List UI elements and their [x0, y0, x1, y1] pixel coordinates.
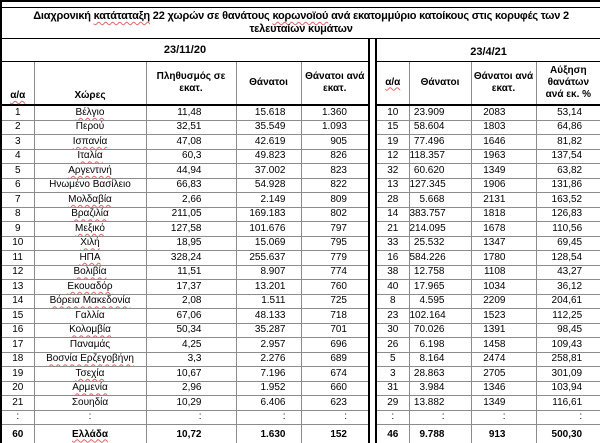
- deaths-increase-pct-cell: 137,54: [536, 149, 600, 164]
- rank-cell: :: [1, 410, 34, 425]
- header-deaths-per-million-left: Θάνατοι ανά εκατ.: [301, 62, 369, 106]
- date-row: [1, 39, 600, 62]
- deaths-second-wave-cell: 214.095: [409, 222, 471, 237]
- header-aa-right: [376, 62, 409, 106]
- deaths-first-wave-cell: 169.183: [236, 207, 301, 222]
- deaths-per-million-first-wave-cell: 760: [301, 280, 369, 295]
- country-label: Αργεντινή: [68, 164, 112, 176]
- deaths-second-wave-cell: 102.164: [409, 309, 471, 324]
- rank-cell: 18: [1, 352, 34, 367]
- deaths-per-million-second-wave-cell: 1678: [471, 222, 536, 237]
- table-row: [1, 280, 600, 295]
- rank-second-wave-cell: 3: [376, 367, 409, 382]
- deaths-first-wave-cell: 2.276: [236, 352, 301, 367]
- rank-second-wave-cell: 5: [376, 352, 409, 367]
- deaths-increase-pct-cell: 131,86: [536, 178, 600, 193]
- country-label: Ελλάδα: [71, 428, 109, 440]
- country-cell: [34, 149, 146, 164]
- spacer-cell: [369, 367, 376, 382]
- table-row-greece-total: [1, 425, 600, 443]
- deaths-per-million-first-wave-cell: 797: [301, 222, 369, 237]
- deaths-second-wave-cell: 17.965: [409, 280, 471, 295]
- spacer-cell: [369, 265, 376, 280]
- deaths-per-million-second-wave-cell: 2209: [471, 294, 536, 309]
- header-countries: Χώρες: [34, 62, 146, 106]
- country-cell: Γαλλία: [34, 309, 146, 324]
- deaths-per-million-second-wave-cell: 913: [471, 425, 536, 443]
- table-row: [1, 265, 600, 280]
- deaths-per-million-first-wave-cell: 795: [301, 236, 369, 251]
- population-cell: 3,3: [146, 352, 236, 367]
- deaths-per-million-second-wave-cell: :: [471, 410, 536, 425]
- spacer-cell: [369, 178, 376, 193]
- header-deaths-right: Θάνατοι: [409, 62, 471, 106]
- deaths-second-wave-cell: 6.198: [409, 338, 471, 353]
- deaths-per-million-first-wave-cell: 774: [301, 265, 369, 280]
- deaths-per-million-first-wave-cell: 1.360: [301, 105, 369, 120]
- country-cell: Σουηδία: [34, 396, 146, 411]
- deaths-per-million-second-wave-cell: 1818: [471, 207, 536, 222]
- population-cell: 11,51: [146, 265, 236, 280]
- deaths-second-wave-cell: 12.758: [409, 265, 471, 280]
- country-cell: [34, 135, 146, 150]
- header-population: Πληθυσμός σε εκατ.: [146, 62, 236, 106]
- population-cell: 211,05: [146, 207, 236, 222]
- deaths-first-wave-cell: 1.952: [236, 381, 301, 396]
- header-aa-left-label: α/α: [10, 90, 26, 101]
- deaths-first-wave-cell: 2.957: [236, 338, 301, 353]
- population-cell: 32,51: [146, 120, 236, 135]
- population-cell: 17,37: [146, 280, 236, 295]
- spacer-cell: [369, 135, 376, 150]
- deaths-second-wave-cell: 25.532: [409, 236, 471, 251]
- header-aa-left: [1, 62, 34, 106]
- date-first-wave: 23/11/20: [1, 39, 369, 62]
- country-cell: [34, 207, 146, 222]
- deaths-second-wave-cell: 118.357: [409, 149, 471, 164]
- population-cell: 10,67: [146, 367, 236, 382]
- population-cell: 50,34: [146, 323, 236, 338]
- deaths-per-million-first-wave-cell: 809: [301, 193, 369, 208]
- country-cell: [34, 193, 146, 208]
- deaths-increase-pct-cell: 112,25: [536, 309, 600, 324]
- spacer-cell: [369, 222, 376, 237]
- deaths-second-wave-cell: 584.226: [409, 251, 471, 266]
- rank-second-wave-cell: 21: [376, 222, 409, 237]
- deaths-first-wave-cell: 7.196: [236, 367, 301, 382]
- deaths-per-million-first-wave-cell: 826: [301, 149, 369, 164]
- title-misspelled-word-2: κορωνοϊού: [272, 10, 329, 22]
- population-cell: 47,08: [146, 135, 236, 150]
- country-cell: [34, 367, 146, 382]
- deaths-second-wave-cell: 77.496: [409, 135, 471, 150]
- spacer-cell: [369, 294, 376, 309]
- spacer-cell: [369, 323, 376, 338]
- population-cell: 2,66: [146, 193, 236, 208]
- rank-second-wave-cell: 23: [376, 309, 409, 324]
- deaths-per-million-second-wave-cell: 1391: [471, 323, 536, 338]
- rank-second-wave-cell: 13: [376, 178, 409, 193]
- rank-cell: 4: [1, 149, 34, 164]
- deaths-per-million-second-wave-cell: 1963: [471, 149, 536, 164]
- deaths-per-million-second-wave-cell: 1347: [471, 236, 536, 251]
- table-row: [1, 381, 600, 396]
- population-cell: 328,24: [146, 251, 236, 266]
- rank-cell: 7: [1, 193, 34, 208]
- deaths-per-million-first-wave-cell: 802: [301, 207, 369, 222]
- spacer-cell: [369, 39, 376, 62]
- deaths-first-wave-cell: 15.069: [236, 236, 301, 251]
- deaths-per-million-second-wave-cell: 2083: [471, 105, 536, 120]
- header-deaths-per-million-right: Θάνατοι ανά εκατ.: [471, 62, 536, 106]
- deaths-per-million-second-wave-cell: 2131: [471, 193, 536, 208]
- page-title: [1, 8, 600, 39]
- deaths-increase-pct-cell: 126,83: [536, 207, 600, 222]
- deaths-increase-pct-cell: :: [536, 410, 600, 425]
- table-row: [1, 207, 600, 222]
- deaths-first-wave-cell: 13.201: [236, 280, 301, 295]
- deaths-per-million-second-wave-cell: 1523: [471, 309, 536, 324]
- rank-cell: 15: [1, 309, 34, 324]
- deaths-first-wave-cell: :: [236, 410, 301, 425]
- date-second-wave: 23/4/21: [376, 39, 600, 62]
- deaths-second-wave-cell: 127.345: [409, 178, 471, 193]
- country-cell: [34, 164, 146, 179]
- country-cell: [34, 425, 146, 443]
- rank-cell: 2: [1, 120, 34, 135]
- deaths-increase-pct-cell: 43,27: [536, 265, 600, 280]
- table-row: [1, 236, 600, 251]
- rank-cell: 20: [1, 381, 34, 396]
- country-label: Βόρεια Μακεδονία: [49, 295, 131, 307]
- spacer-cell: [369, 381, 376, 396]
- country-cell: [34, 265, 146, 280]
- table-row: [1, 338, 600, 353]
- table-row: [1, 164, 600, 179]
- country-label: Βραζιλία: [71, 208, 109, 220]
- country-label: Ιταλία: [77, 150, 103, 162]
- table-row: [1, 251, 600, 266]
- spacer-cell: [369, 193, 376, 208]
- spacer-cell: [369, 309, 376, 324]
- deaths-second-wave-cell: 383.757: [409, 207, 471, 222]
- deaths-increase-pct-cell: 98,45: [536, 323, 600, 338]
- rank-cell: 11: [1, 251, 34, 266]
- country-cell: [34, 236, 146, 251]
- deaths-second-wave-cell: 5.668: [409, 193, 471, 208]
- deaths-increase-pct-cell: 64,86: [536, 120, 600, 135]
- deaths-first-wave-cell: 15.618: [236, 105, 301, 120]
- deaths-per-million-second-wave-cell: 1906: [471, 178, 536, 193]
- deaths-per-million-first-wave-cell: 718: [301, 309, 369, 324]
- deaths-per-million-second-wave-cell: 2705: [471, 367, 536, 382]
- deaths-first-wave-cell: 8.907: [236, 265, 301, 280]
- deaths-per-million-first-wave-cell: 660: [301, 381, 369, 396]
- title-text-2: 22 χωρών σε θανάτους: [149, 10, 273, 22]
- country-cell: [34, 280, 146, 295]
- rank-cell: 21: [1, 396, 34, 411]
- deaths-per-million-first-wave-cell: 905: [301, 135, 369, 150]
- spacer-cell: [369, 338, 376, 353]
- deaths-increase-pct-cell: 63,82: [536, 164, 600, 179]
- country-label: Ισπανία: [72, 135, 108, 147]
- deaths-increase-pct-cell: 36,12: [536, 280, 600, 295]
- deaths-per-million-first-wave-cell: 725: [301, 294, 369, 309]
- spacer-cell: [369, 105, 376, 120]
- spacer-cell: [369, 410, 376, 425]
- population-cell: 44,94: [146, 164, 236, 179]
- deaths-second-wave-cell: 70.026: [409, 323, 471, 338]
- deaths-second-wave-cell: 9.788: [409, 425, 471, 443]
- deaths-per-million-first-wave-cell: 823: [301, 164, 369, 179]
- deaths-per-million-second-wave-cell: 1803: [471, 120, 536, 135]
- rank-cell: 10: [1, 236, 34, 251]
- country-cell: [34, 352, 146, 367]
- deaths-per-million-second-wave-cell: 1458: [471, 338, 536, 353]
- deaths-increase-pct-cell: 258,81: [536, 352, 600, 367]
- deaths-first-wave-cell: 35.287: [236, 323, 301, 338]
- country-label: Κολομβία: [69, 324, 111, 336]
- deaths-first-wave-cell: 2.149: [236, 193, 301, 208]
- country-cell: [34, 251, 146, 266]
- rank-cell: 1: [1, 105, 34, 120]
- deaths-per-million-second-wave-cell: 1346: [471, 381, 536, 396]
- deaths-per-million-first-wave-cell: 822: [301, 178, 369, 193]
- rank-second-wave-cell: 12: [376, 149, 409, 164]
- deaths-increase-pct-cell: 53,14: [536, 105, 600, 120]
- rank-cell: 16: [1, 323, 34, 338]
- deaths-increase-pct-cell: 204,61: [536, 294, 600, 309]
- deaths-second-wave-cell: 28.863: [409, 367, 471, 382]
- rank-second-wave-cell: 14: [376, 207, 409, 222]
- table-row: [1, 222, 600, 237]
- deaths-first-wave-cell: 35.549: [236, 120, 301, 135]
- rank-cell: 3: [1, 135, 34, 150]
- deaths-increase-pct-cell: 81,82: [536, 135, 600, 150]
- deaths-first-wave-cell: 1.511: [236, 294, 301, 309]
- rank-second-wave-cell: 29: [376, 396, 409, 411]
- population-cell: 127,58: [146, 222, 236, 237]
- rank-second-wave-cell: 31: [376, 381, 409, 396]
- deaths-increase-pct-cell: 109,43: [536, 338, 600, 353]
- spacer-cell: [369, 236, 376, 251]
- table-row: [1, 410, 600, 425]
- table-row: [1, 193, 600, 208]
- country-label: ΗΠΑ: [79, 251, 101, 263]
- deaths-per-million-first-wave-cell: 674: [301, 367, 369, 382]
- deaths-per-million-first-wave-cell: 1.093: [301, 120, 369, 135]
- title-text-1: Διαχρονική: [33, 10, 94, 22]
- spacer-cell: [369, 425, 376, 443]
- rank-second-wave-cell: 26: [376, 338, 409, 353]
- country-cell: Παναμάς: [34, 338, 146, 353]
- rank-second-wave-cell: 28: [376, 193, 409, 208]
- table-row: [1, 323, 600, 338]
- rank-second-wave-cell: 38: [376, 265, 409, 280]
- population-cell: 10,29: [146, 396, 236, 411]
- table-row: [1, 135, 600, 150]
- rank-cell: 9: [1, 222, 34, 237]
- country-cell: [34, 222, 146, 237]
- country-cell: [34, 105, 146, 120]
- deaths-second-wave-cell: 3.984: [409, 381, 471, 396]
- population-cell: 2,08: [146, 294, 236, 309]
- spacer-cell: [369, 149, 376, 164]
- deaths-first-wave-cell: 37.002: [236, 164, 301, 179]
- deaths-increase-pct-cell: 500,30: [536, 425, 600, 443]
- rank-cell: 17: [1, 338, 34, 353]
- country-cell: [34, 294, 146, 309]
- table-row: [1, 105, 600, 120]
- deaths-second-wave-cell: 58.604: [409, 120, 471, 135]
- deaths-increase-pct-cell: 69,45: [536, 236, 600, 251]
- deaths-increase-pct-cell: 116,61: [536, 396, 600, 411]
- table-body: [1, 105, 600, 443]
- deaths-per-million-first-wave-cell: 152: [301, 425, 369, 443]
- deaths-first-wave-cell: 42.619: [236, 135, 301, 150]
- deaths-first-wave-cell: 49.823: [236, 149, 301, 164]
- deaths-per-million-first-wave-cell: :: [301, 410, 369, 425]
- rank-second-wave-cell: 30: [376, 323, 409, 338]
- deaths-second-wave-cell: 4.595: [409, 294, 471, 309]
- deaths-per-million-second-wave-cell: 1780: [471, 251, 536, 266]
- population-cell: 2,96: [146, 381, 236, 396]
- population-cell: 18,95: [146, 236, 236, 251]
- country-label: Μολδαβία: [68, 193, 112, 205]
- deaths-per-million-first-wave-cell: 623: [301, 396, 369, 411]
- rank-second-wave-cell: 8: [376, 294, 409, 309]
- table-row: [1, 367, 600, 382]
- deaths-first-wave-cell: 101.676: [236, 222, 301, 237]
- deaths-increase-pct-cell: 103,94: [536, 381, 600, 396]
- rank-cell: 13: [1, 280, 34, 295]
- column-header-row: [1, 62, 600, 106]
- population-cell: 4,25: [146, 338, 236, 353]
- table-row: [1, 309, 600, 324]
- deaths-first-wave-cell: 1.630: [236, 425, 301, 443]
- deaths-first-wave-cell: 54.928: [236, 178, 301, 193]
- country-label: Βολιβία: [73, 266, 107, 278]
- spacer-cell: [369, 396, 376, 411]
- country-label: Εκουαδόρ: [67, 280, 113, 292]
- country-label: Βέλγιο: [75, 106, 105, 118]
- deaths-first-wave-cell: 6.406: [236, 396, 301, 411]
- deaths-increase-pct-cell: 163,52: [536, 193, 600, 208]
- title-text-3: ανά εκατομμύριο κατοίκους στις κορυφές των 2 τελευταίων κυμάτων: [249, 10, 569, 35]
- deaths-increase-pct-cell: 128,54: [536, 251, 600, 266]
- spacer-cell: [369, 164, 376, 179]
- deaths-second-wave-cell: :: [409, 410, 471, 425]
- population-cell: 66,83: [146, 178, 236, 193]
- rank-second-wave-cell: 46: [376, 425, 409, 443]
- spacer-cell: [369, 251, 376, 266]
- population-cell: 11,48: [146, 105, 236, 120]
- header-deaths-left: Θάνατοι: [236, 62, 301, 106]
- country-cell: [34, 381, 146, 396]
- rank-cell: 6: [1, 178, 34, 193]
- rank-cell: 60: [1, 425, 34, 443]
- deaths-per-million-second-wave-cell: 1108: [471, 265, 536, 280]
- deaths-per-million-second-wave-cell: 1349: [471, 164, 536, 179]
- country-cell: Περού: [34, 120, 146, 135]
- deaths-second-wave-cell: 8.164: [409, 352, 471, 367]
- deaths-increase-pct-cell: 301,09: [536, 367, 600, 382]
- country-label: Τσεχία: [75, 367, 105, 379]
- population-cell: :: [146, 410, 236, 425]
- header-deaths-increase-pct: Αύξηση θανάτων ανά εκ. %: [536, 62, 600, 106]
- spacer-cell: [369, 352, 376, 367]
- population-cell: 10,72: [146, 425, 236, 443]
- spacer-cell: [369, 207, 376, 222]
- deaths-first-wave-cell: 255.637: [236, 251, 301, 266]
- rank-second-wave-cell: :: [376, 410, 409, 425]
- table-row: [1, 149, 600, 164]
- deaths-per-million-second-wave-cell: 1034: [471, 280, 536, 295]
- title-row: [1, 8, 600, 39]
- rank-second-wave-cell: 10: [376, 105, 409, 120]
- country-label: Μεξικό: [75, 222, 105, 234]
- country-label: Χιλή: [80, 237, 100, 249]
- title-misspelled-word-1: κατάταταξη: [93, 10, 150, 22]
- table-row: [1, 120, 600, 135]
- country-label: Βοσνία Ερζεγοβήνη: [46, 353, 134, 365]
- table-row: [1, 294, 600, 309]
- country-label: Αρμενία: [72, 382, 108, 394]
- country-cell: Ηνωμένο Βασίλειο: [34, 178, 146, 193]
- deaths-second-wave-cell: 60.620: [409, 164, 471, 179]
- deaths-per-million-first-wave-cell: 701: [301, 323, 369, 338]
- spacer-cell: [369, 120, 376, 135]
- population-cell: 67,06: [146, 309, 236, 324]
- table-row: [1, 178, 600, 193]
- rank-second-wave-cell: 32: [376, 164, 409, 179]
- header-aa-right-label: α/α: [385, 76, 401, 88]
- rank-second-wave-cell: 19: [376, 135, 409, 150]
- rank-cell: 12: [1, 265, 34, 280]
- deaths-first-wave-cell: 48.133: [236, 309, 301, 324]
- deaths-second-wave-cell: 23.909: [409, 105, 471, 120]
- country-cell: [34, 323, 146, 338]
- spacer-cell: [369, 62, 376, 106]
- deaths-per-million-second-wave-cell: 2474: [471, 352, 536, 367]
- deaths-per-million-second-wave-cell: 1646: [471, 135, 536, 150]
- country-cell: :: [34, 410, 146, 425]
- rank-cell: 19: [1, 367, 34, 382]
- rank-second-wave-cell: 16: [376, 251, 409, 266]
- deaths-per-million-first-wave-cell: 689: [301, 352, 369, 367]
- deaths-per-million-second-wave-cell: 1349: [471, 396, 536, 411]
- rank-second-wave-cell: 40: [376, 280, 409, 295]
- spacer-cell: [369, 280, 376, 295]
- deaths-per-million-first-wave-cell: 696: [301, 338, 369, 353]
- table-row: [1, 396, 600, 411]
- deaths-increase-pct-cell: 110,56: [536, 222, 600, 237]
- deaths-second-wave-cell: 13.882: [409, 396, 471, 411]
- population-cell: 60,3: [146, 149, 236, 164]
- rank-second-wave-cell: 33: [376, 236, 409, 251]
- rank-cell: 5: [1, 164, 34, 179]
- deaths-per-million-first-wave-cell: 779: [301, 251, 369, 266]
- table-row: [1, 352, 600, 367]
- rank-second-wave-cell: 15: [376, 120, 409, 135]
- rank-cell: 14: [1, 294, 34, 309]
- rank-cell: 8: [1, 207, 34, 222]
